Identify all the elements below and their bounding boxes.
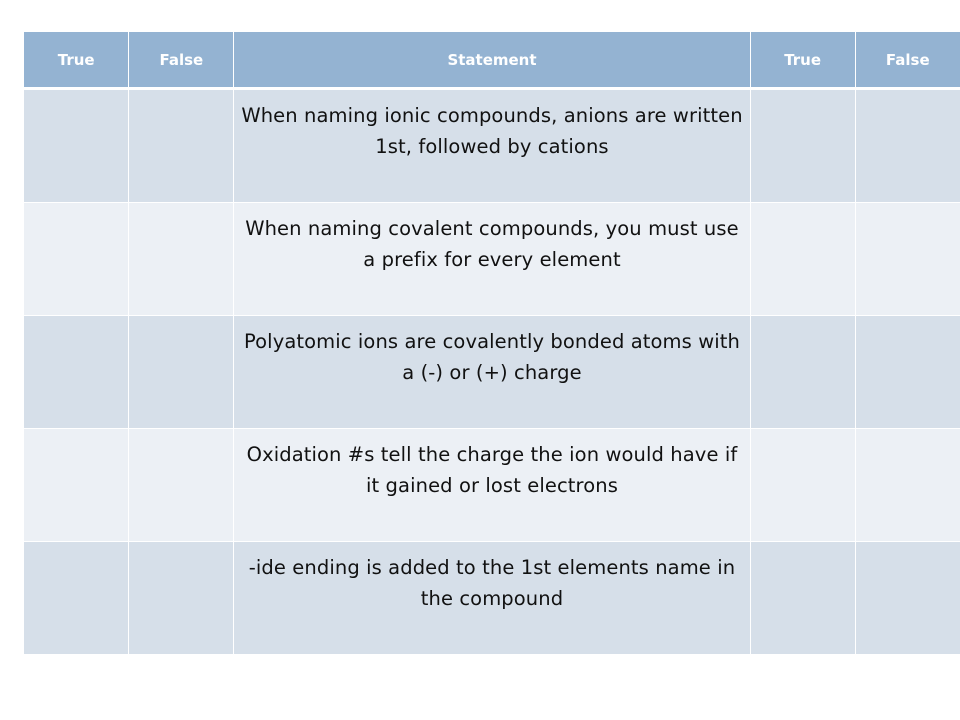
true-after-cell[interactable] (750, 542, 855, 655)
statement-text: When naming ionic compounds, anions are written 1st, followed by cations (241, 104, 743, 158)
true-after-cell[interactable] (750, 429, 855, 542)
statement-cell (234, 316, 750, 429)
table-row (24, 89, 960, 203)
true-before-cell[interactable] (24, 203, 129, 316)
header-true-before: True (24, 32, 129, 89)
statement-text: -ide ending is added to the 1st elements name in the compound (248, 556, 736, 610)
true-before-cell[interactable] (24, 429, 129, 542)
table-row (24, 542, 960, 655)
header-true-after: True (750, 32, 855, 89)
statement-cell (234, 89, 750, 203)
false-before-cell[interactable] (129, 89, 234, 203)
table-row (24, 203, 960, 316)
table-row (24, 316, 960, 429)
false-after-cell[interactable] (855, 429, 960, 542)
statement-cell (234, 429, 750, 542)
false-before-cell[interactable] (129, 316, 234, 429)
false-before-cell[interactable] (129, 542, 234, 655)
header-false-after: False (855, 32, 960, 89)
true-before-cell[interactable] (24, 89, 129, 203)
statement-text: Oxidation #s tell the charge the ion would have if it gained or lost electrons (246, 443, 738, 497)
true-after-cell[interactable] (750, 89, 855, 203)
statement-text: Polyatomic ions are covalently bonded atoms with a (-) or (+) charge (243, 330, 740, 384)
true-after-cell[interactable] (750, 316, 855, 429)
header-statement: Statement (234, 32, 750, 89)
header-false-before: False (129, 32, 234, 89)
false-after-cell[interactable] (855, 203, 960, 316)
false-before-cell[interactable] (129, 429, 234, 542)
true-false-table (24, 32, 960, 655)
table-row (24, 429, 960, 542)
statement-cell (234, 542, 750, 655)
true-before-cell[interactable] (24, 542, 129, 655)
true-before-cell[interactable] (24, 316, 129, 429)
false-before-cell[interactable] (129, 203, 234, 316)
statement-cell (234, 203, 750, 316)
false-after-cell[interactable] (855, 89, 960, 203)
statement-text: When naming covalent compounds, you must use a prefix for every element (245, 217, 739, 271)
true-after-cell[interactable] (750, 203, 855, 316)
header-row (24, 32, 960, 89)
false-after-cell[interactable] (855, 542, 960, 655)
false-after-cell[interactable] (855, 316, 960, 429)
